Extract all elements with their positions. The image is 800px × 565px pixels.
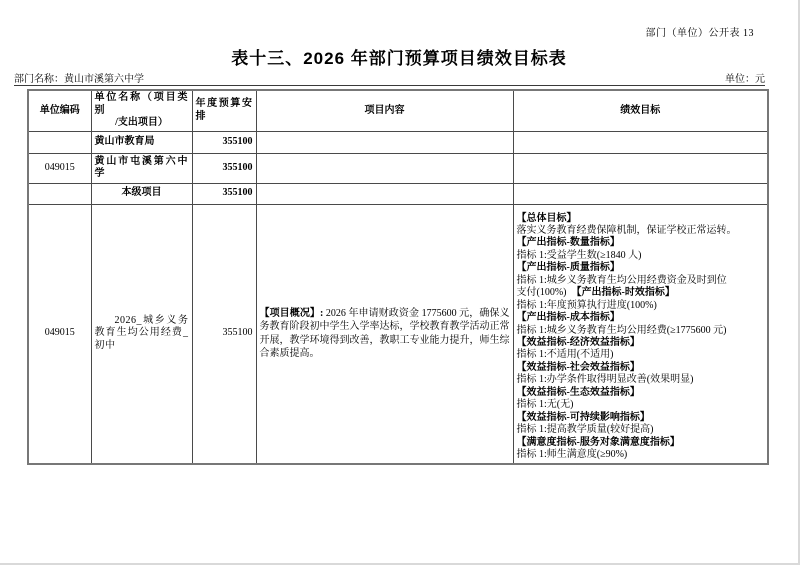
target-line: 指标 1:受益学生数(≥1840 人) bbox=[516, 249, 642, 261]
budget-table bbox=[27, 89, 769, 465]
cell-name: 本级项目 bbox=[91, 183, 192, 204]
project-overview-text: 2026 年申请财政资金 1775600 元，确保义务教育阶段初中学生入学率达标，学校教育教学活动正常开展，教学环境得到改善，教职工专业能力提升，师生综合素质提高。 bbox=[259, 307, 510, 360]
doc-ref: 部门（单位）公开表 13 bbox=[645, 28, 754, 39]
page-title: 表十三、2026 年部门预算项目绩效目标表 bbox=[231, 49, 567, 68]
unit-label: 单位：元 bbox=[725, 74, 765, 85]
cell-target bbox=[513, 153, 768, 183]
target-line: 【总体目标】 bbox=[516, 212, 577, 224]
header-cell-code: 单位编码 bbox=[28, 90, 91, 131]
cell-name: 黄山市教育局 bbox=[91, 131, 192, 153]
cell-budget: 355100 bbox=[192, 183, 256, 204]
target-line: 指标 1:不适用(不适用) bbox=[516, 349, 614, 361]
table-row-school bbox=[28, 153, 768, 183]
project-overview-label: 【项目概况】: bbox=[259, 307, 324, 319]
dept-name-label: 部门名称：黄山市溪第六中学 bbox=[14, 74, 144, 85]
target-line: 【效益指标-社会效益指标】 bbox=[516, 361, 640, 373]
cell-target bbox=[513, 131, 768, 153]
target-line: 落实义务教育经费保障机制，保证学校正常运转。 bbox=[516, 224, 737, 236]
cell-target bbox=[513, 183, 768, 204]
header-cell-target: 绩效目标 bbox=[513, 90, 768, 131]
cell-budget: 355100 bbox=[192, 153, 256, 183]
target-line: 【效益指标-生态效益指标】 bbox=[516, 386, 640, 398]
table-row-bureau bbox=[28, 131, 768, 153]
table-row-own-level bbox=[28, 183, 768, 204]
cell-content bbox=[256, 183, 513, 204]
cell-project-name: 2026_城乡义务教育生均公用经费_初中 bbox=[91, 204, 192, 464]
target-line: 指标 1:师生满意度(≥90%) bbox=[516, 449, 628, 461]
cell-code: 049015 bbox=[28, 153, 91, 183]
info-row bbox=[14, 70, 765, 86]
header-cell-name bbox=[91, 90, 192, 131]
header-row bbox=[28, 90, 768, 131]
cell-name: 黄山市屯溪第六中学 bbox=[91, 153, 192, 183]
cell-content bbox=[256, 131, 513, 153]
target-line: 指标 1:城乡义务教育生均公用经费资金及时到位 bbox=[516, 274, 727, 286]
cell-performance-target bbox=[513, 204, 768, 464]
target-line: 指标 1:提高教学质量(较好提高) bbox=[516, 424, 654, 436]
cell-content bbox=[256, 153, 513, 183]
project-overview bbox=[260, 307, 510, 361]
header-cell-budget: 年度预算安排 bbox=[192, 90, 256, 131]
cell-code bbox=[28, 131, 91, 153]
target-line: 【产出指标-数量指标】 bbox=[516, 237, 620, 249]
cell-code bbox=[28, 183, 91, 204]
target-line: 【产出指标-质量指标】 bbox=[516, 262, 620, 274]
target-line: 指标 1:城乡义务教育生均公用经费(≥1775600 元) bbox=[516, 324, 727, 336]
target-line: 【产出指标-成本指标】 bbox=[516, 312, 620, 324]
header-name-line1: 单位名称（项目类别 bbox=[94, 92, 189, 116]
target-line: 指标 1:年度预算执行进度(100%) bbox=[516, 299, 657, 311]
cell-budget: 355100 bbox=[192, 131, 256, 153]
target-line: 支付(100%) 【产出指标-时效指标】 bbox=[516, 287, 675, 299]
target-line: 指标 1:无(无) bbox=[516, 399, 574, 411]
target-line: 【满意度指标-服务对象满意度指标】 bbox=[516, 436, 680, 448]
target-line: 【效益指标-经济效益指标】 bbox=[516, 337, 640, 349]
header-name-line2: /支出项目） bbox=[115, 117, 168, 128]
header-cell-content: 项目内容 bbox=[256, 90, 513, 131]
target-line: 指标 1:办学条件取得明显改善(效果明显) bbox=[516, 374, 694, 386]
table-row-project bbox=[28, 204, 768, 464]
cell-budget: 355100 bbox=[192, 204, 256, 464]
cell-project-content bbox=[256, 204, 513, 464]
cell-code: 049015 bbox=[28, 204, 91, 464]
target-line: 【效益指标-可持续影响指标】 bbox=[516, 411, 650, 423]
